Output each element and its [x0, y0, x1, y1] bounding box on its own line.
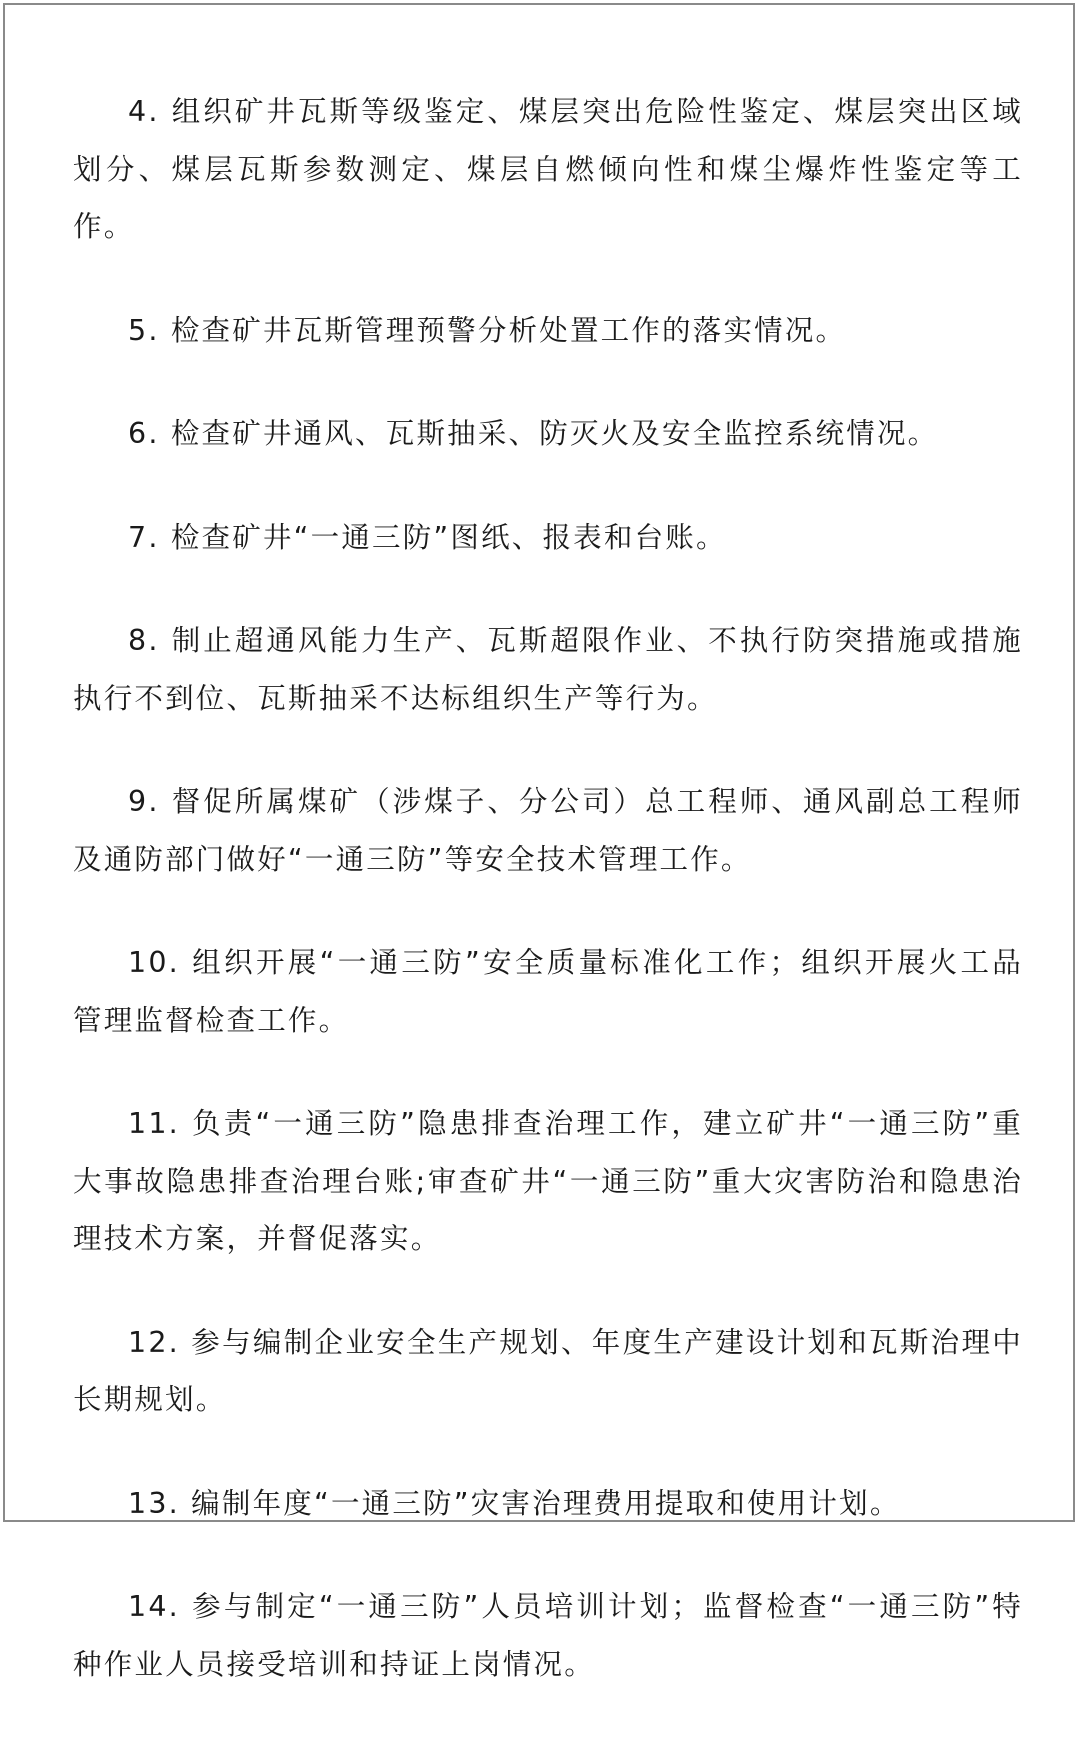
list-item-14: 14. 参与制定“一通三防”人员培训计划；监督检查“一通三防”特种作业人员接受培训和持证上岗情况。 [73, 1590, 1023, 1681]
list-item-5: 5. 检查矿井瓦斯管理预警分析处置工作的落实情况。 [128, 313, 847, 347]
list-item-13: 13. 编制年度“一通三防”灾害治理费用提取和使用计划。 [128, 1486, 901, 1520]
list-item-7: 7. 检查矿井“一通三防”图纸、报表和台账。 [128, 520, 727, 554]
list-item-4: 4. 组织矿井瓦斯等级鉴定、煤层突出危险性鉴定、煤层突出区域划分、煤层瓦斯参数测定、煤层自燃倾向性和煤尘爆炸性鉴定等工作。 [73, 95, 1023, 243]
list-item-10: 10. 组织开展“一通三防”安全质量标准化工作；组织开展火工品管理监督检查工作。 [73, 946, 1023, 1037]
list-item-11: 11. 负责“一通三防”隐患排查治理工作，建立矿井“一通三防”重大事故隐患排查治理台账;审查矿井“一通三防”重大灾害防治和隐患治理技术方案，并督促落实。 [73, 1107, 1023, 1255]
list-item-9: 9. 督促所属煤矿（涉煤子、分公司）总工程师、通风副总工程师及通防部门做好“一通三防”等安全技术管理工作。 [73, 785, 1023, 876]
list-item-6: 6. 检查矿井通风、瓦斯抽采、防灭火及安全监控系统情况。 [128, 417, 939, 450]
page-frame [3, 3, 1075, 1681]
list-item-12: 12. 参与编制企业安全生产规划、年度生产建设计划和瓦斯治理中长期规划。 [73, 1325, 1023, 1416]
list-item-8: 8. 制止超通风能力生产、瓦斯超限作业、不执行防突措施或措施执行不到位、瓦斯抽采不达标组织生产等行为。 [73, 624, 1023, 715]
document-body [73, 83, 1023, 1739]
